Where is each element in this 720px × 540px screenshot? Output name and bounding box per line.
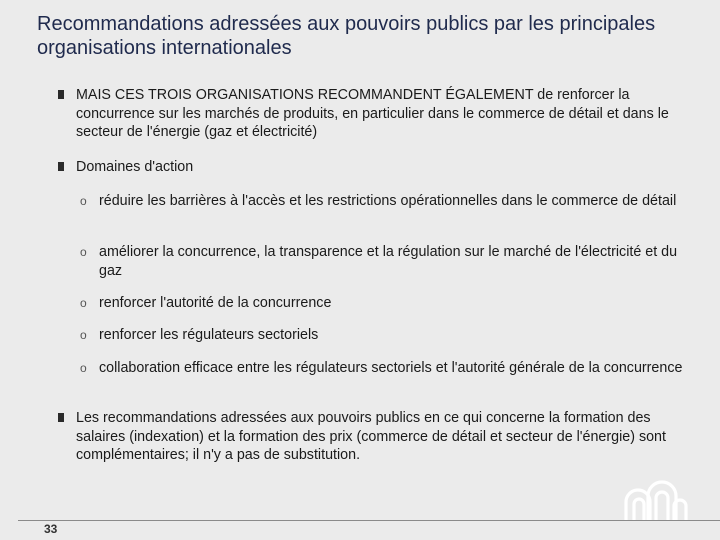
circle-bullet-icon: o: [80, 296, 87, 310]
sub-bullet-text: renforcer l'autorité de la concurrence: [99, 295, 332, 311]
square-bullet-icon: [58, 162, 64, 171]
nbb-logo-icon: [620, 480, 690, 522]
sub-bullet-item: [80, 294, 685, 313]
sub-bullet-text: collaboration efficace entre les régulateurs sectoriels et l'autorité générale de la concurrence: [99, 360, 683, 376]
circle-bullet-icon: o: [80, 361, 87, 375]
slide-title: Recommandations adressées aux pouvoirs publics par les principales organisations internationales: [37, 13, 656, 59]
bullet-item: [58, 158, 678, 177]
circle-bullet-icon: o: [80, 245, 87, 259]
sub-bullet-text: améliorer la concurrence, la transparence et la régulation sur le marché de l'électricité et du gaz: [99, 244, 678, 279]
sub-bullet-item: [80, 243, 685, 280]
sub-bullet-item: [80, 192, 685, 211]
bullet-text: MAIS CES TROIS ORGANISATIONS RECOMMANDENT ÉGALEMENT de renforcer la concurrence sur les marchés de produits, en particulier dans le commerce de détail et dans le secteur de l'énergie (gaz et électricité): [76, 87, 669, 140]
square-bullet-icon: [58, 90, 64, 99]
footer-divider: [18, 520, 720, 521]
circle-bullet-icon: o: [80, 194, 87, 208]
square-bullet-icon: [58, 413, 64, 422]
sub-bullet-text: réduire les barrières à l'accès et les restrictions opérationnelles dans le commerce de détail: [99, 193, 677, 209]
bullet-item: [58, 409, 678, 465]
bullet-item: [58, 86, 678, 142]
sub-bullet-text: renforcer les régulateurs sectoriels: [99, 327, 319, 343]
bullet-text: Domaines d'action: [76, 159, 194, 175]
page-number: 33: [44, 522, 58, 536]
bullet-text: Les recommandations adressées aux pouvoirs publics en ce qui concerne la formation des salaires (indexation) et la formation des prix (commerce de détail et secteur de l'énergie) sont complémentaires; il n'y a pas de substitution.: [76, 410, 666, 463]
sub-bullet-item: [80, 326, 685, 345]
sub-bullet-item: [80, 359, 685, 378]
circle-bullet-icon: o: [80, 328, 87, 342]
